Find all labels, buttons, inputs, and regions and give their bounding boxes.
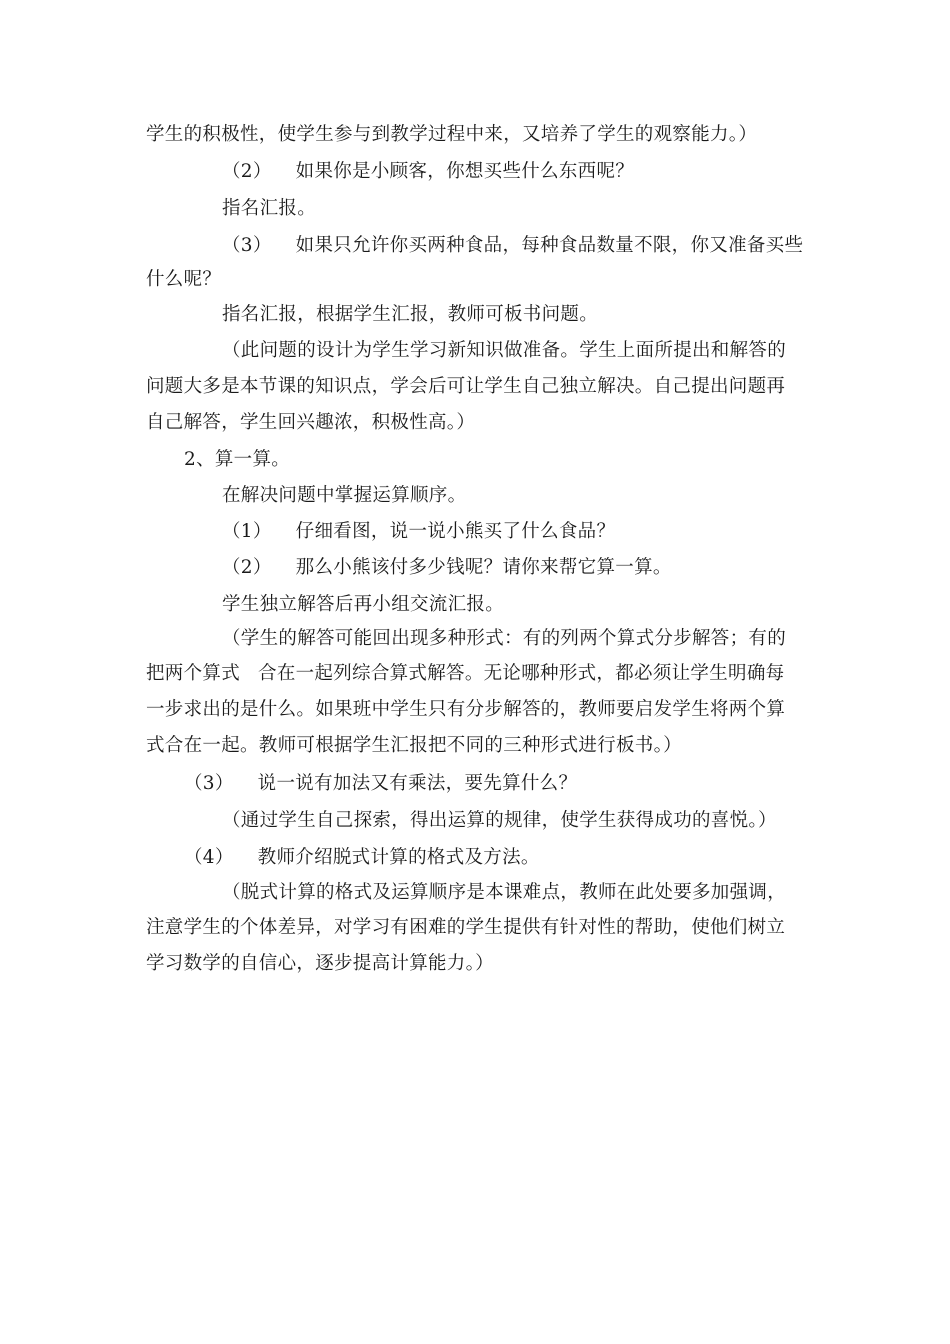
text-span: 注意学生的个体差异，对学习有困难的学生提供有针对性的帮助，使他们树立 [146, 917, 786, 938]
text-span: 2、算一算。 [184, 449, 291, 470]
text-span: 自己解答，学生回兴趣浓，积极性高。） [146, 412, 476, 433]
text-span: 教师介绍脱式计算的格式及方法。 [257, 847, 540, 868]
list-item [222, 233, 803, 259]
paragraph-line [146, 410, 475, 436]
text-span: （学生的解答可能回出现多种形式：有的列两个算式分步解答；有的 [222, 628, 787, 649]
text-span: （脱式计算的格式及运算顺序是本课难点，教师在此处要多加强调， [222, 882, 787, 903]
list-number: （1） [222, 521, 272, 542]
text-span: 合在一起列综合算式解答。无论哪种形式，都必须让学生明确每 [258, 663, 785, 684]
text-span: 把两个算式 [146, 663, 241, 684]
list-item [184, 771, 577, 797]
text-span: 什么呢？ [146, 269, 222, 290]
text-span: 那么小熊该付多少钱呢？请你来帮它算一算。 [295, 557, 672, 578]
text-span: 说一说有加法又有乘法，要先算什么？ [257, 773, 578, 794]
paragraph-line [146, 697, 785, 723]
paragraph-line [222, 626, 786, 652]
list-item [222, 555, 672, 581]
section-heading [184, 447, 290, 473]
text-span: 学生的积极性，使学生参与到教学过程中来，又培养了学生的观察能力。） [146, 124, 758, 145]
list-number: （2） [222, 161, 272, 182]
paragraph-line [146, 122, 757, 148]
paragraph-line [222, 880, 786, 906]
paragraph-line [222, 592, 504, 618]
list-item [222, 159, 634, 185]
list-number: （2） [222, 557, 272, 578]
text-span: 问题大多是本节课的知识点，学会后可让学生自己独立解决。自己提出问题再 [146, 376, 786, 397]
list-number: （3） [222, 235, 272, 256]
text-span: 如果你是小顾客，你想买些什么东西呢？ [295, 161, 635, 182]
list-number: （3） [184, 773, 234, 794]
list-item [222, 519, 615, 545]
list-number: （4） [184, 847, 234, 868]
paragraph-line [146, 951, 494, 977]
paragraph-line [146, 733, 682, 759]
paragraph-line [146, 915, 785, 941]
paragraph-line [222, 808, 777, 834]
text-span: 仔细看图，说一说小熊买了什么食品？ [295, 521, 616, 542]
text-span: 一步求出的是什么。如果班中学生只有分步解答的，教师要启发学生将两个算 [146, 699, 786, 720]
text-span: 学习数学的自信心，逐步提高计算能力。） [146, 953, 494, 974]
text-span: 在解决问题中掌握运算顺序。 [222, 485, 467, 506]
text-span: （此问题的设计为学生学习新知识做准备。学生上面所提出和解答的 [222, 340, 787, 361]
paragraph-line [222, 483, 466, 509]
paragraph-line [146, 374, 785, 400]
text-span: 式合在一起。教师可根据学生汇报把不同的三种形式进行板书。） [146, 735, 682, 756]
paragraph-line [222, 338, 786, 364]
text-span: （通过学生自己探索，得出运算的规律，使学生获得成功的喜悦。） [222, 810, 777, 831]
list-item [184, 845, 540, 871]
paragraph-line [146, 267, 221, 293]
text-span: 学生独立解答后再小组交流汇报。 [222, 594, 505, 615]
paragraph-line [146, 661, 784, 687]
text-span: 如果只允许你买两种食品，每种食品数量不限，你又准备买些 [295, 235, 804, 256]
paragraph-line [222, 196, 316, 222]
text-span: 指名汇报。 [222, 198, 317, 219]
paragraph-line [222, 302, 598, 328]
text-span: 指名汇报，根据学生汇报，教师可板书问题。 [222, 304, 599, 325]
